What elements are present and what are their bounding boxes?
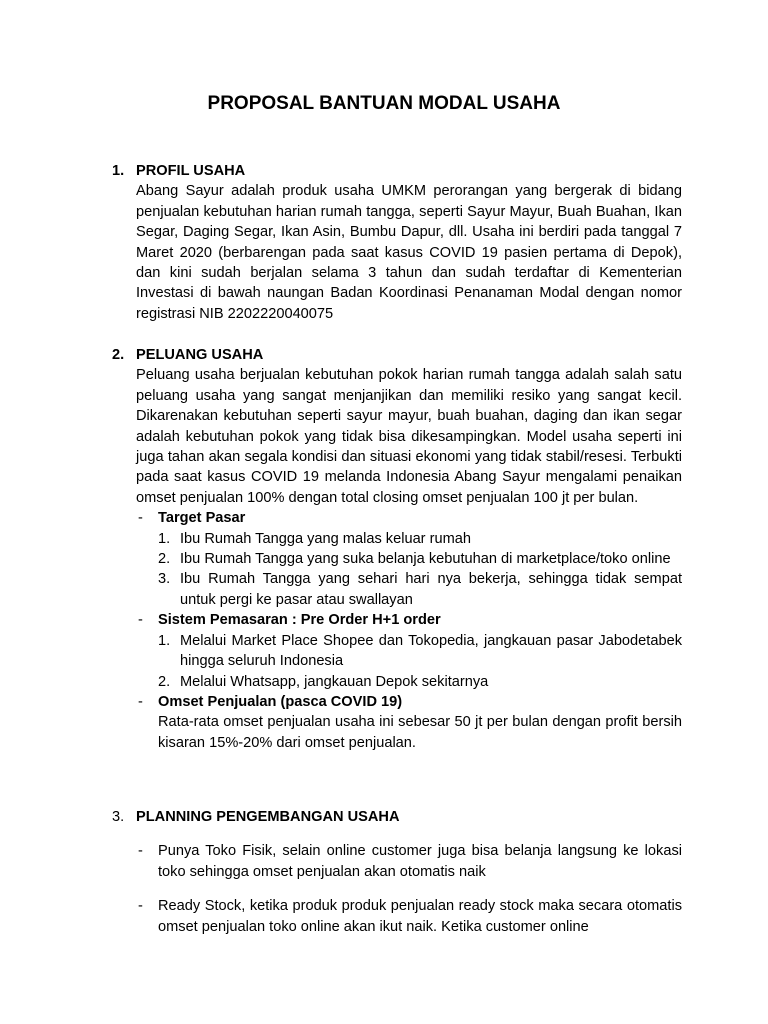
bullet-omset-penjualan	[136, 692, 682, 753]
bullet-heading: Sistem Pemasaran : Pre Order H+1 order	[158, 612, 441, 629]
bullet-content	[158, 508, 682, 610]
item-number: 2.	[158, 673, 171, 690]
list-item	[158, 549, 682, 569]
bullet-target-pasar	[136, 508, 682, 610]
list-item	[158, 672, 682, 692]
section-planning-pengembangan	[112, 807, 682, 937]
section-title: PLANNING PENGEMBANGAN USAHA	[136, 809, 400, 825]
bullet-content	[158, 610, 682, 692]
item-number: 1.	[158, 530, 171, 547]
bullet-item	[136, 841, 682, 882]
bullet-dash: -	[138, 612, 143, 629]
section-heading	[112, 161, 682, 181]
list-item	[158, 529, 682, 549]
section-profil-usaha	[112, 161, 682, 324]
bullet-heading: Target Pasar	[158, 510, 246, 527]
list-item	[158, 569, 682, 610]
bullet-text: Punya Toko Fisik, selain online customer juga bisa belanja langsung ke lokasi toko sehingga omset penjualan akan otomatis naik	[158, 843, 682, 880]
item-text: Ibu Rumah Tangga yang sehari hari nya bekerja, sehingga tidak sempat untuk pergi ke pasar atau swallayan	[180, 571, 682, 608]
section-paragraph: Abang Sayur adalah produk usaha UMKM perorangan yang bergerak di bidang penjualan kebutuhan harian rumah tangga, seperti Sayur Mayur, Buah Buahan, Ikan Segar, Daging Segar, Ikan Asin, Bumbu Dapur, dll. Usaha ini berdiri pada tanggal 7 Maret 2020 (berbarengan pada saat kasus COVID 19 pasien pertama di Depok), dan kini sudah berjalan selama 3 tahun dan sudah terdaftar di Kementerian Investasi di bawah naungan Badan Koordinasi Penanaman Modal dengan nomor registrasi NIB 2202220040075	[136, 183, 682, 322]
numbered-list	[158, 529, 682, 611]
list-item	[158, 631, 682, 672]
section-heading	[112, 345, 682, 365]
bullet-dash: -	[138, 843, 143, 860]
section-title: PELUANG USAHA	[136, 347, 264, 363]
bullet-dash: -	[138, 898, 143, 915]
section-heading	[112, 807, 682, 827]
item-text: Melalui Market Place Shopee dan Tokopedia, jangkauan pasar Jabodetabek hingga seluruh Indonesia	[180, 632, 682, 670]
section-paragraph: Peluang usaha berjualan kebutuhan pokok harian rumah tangga adalah salah satu peluang usaha yang sangat menjanjikan dan memiliki resiko yang sangat kecil. Dikarenakan kebutuhan seperti sayur mayur, buah buahan, daging dan ikan segar adalah kebutuhan pokok yang tidak bisa dikesampingkan. Model usaha seperti ini juga tahan akan segala kondisi dan situasi ekonomi yang tidak stabil/resesi. Terbukti pada saat kasus COVID 19 melanda Indonesia Abang Sayur mengalami penaikan omset penjualan 100% dengan total closing omset penjualan 100 jt per bulan.	[136, 367, 682, 506]
bullet-heading: Omset Penjualan (pasca COVID 19)	[158, 693, 403, 710]
bullet-dash: -	[138, 693, 143, 710]
document-title: PROPOSAL BANTUAN MODAL USAHA	[207, 93, 561, 114]
item-text: Melalui Whatsapp, jangkauan Depok sekitarnya	[180, 673, 489, 690]
bullet-dash: -	[138, 510, 143, 527]
item-number: 1.	[158, 632, 171, 649]
section-number: 1.	[112, 163, 125, 179]
item-text: Ibu Rumah Tangga yang malas keluar rumah	[180, 530, 471, 547]
bullet-text: Ready Stock, ketika produk produk penjualan ready stock maka secara otomatis omset penjualan toko online akan ikut naik. Ketika customer online	[158, 898, 682, 935]
section-number: 3.	[112, 809, 125, 825]
section-number: 2.	[112, 347, 125, 363]
section-peluang-usaha	[112, 345, 682, 753]
bullet-text: Rata-rata omset penjualan usaha ini sebesar 50 jt per bulan dengan profit bersih kisaran 15%-20% dari omset penjualan.	[158, 714, 682, 751]
item-number: 2.	[158, 551, 171, 568]
bullet-item	[136, 896, 682, 937]
bullet-content	[158, 692, 682, 753]
item-number: 3.	[158, 571, 171, 588]
bullet-sistem-pemasaran	[136, 610, 682, 692]
section-title: PROFIL USAHA	[136, 163, 246, 179]
numbered-list	[158, 631, 682, 692]
item-text: Ibu Rumah Tangga yang suka belanja kebutuhan di marketplace/toko online	[180, 551, 671, 568]
